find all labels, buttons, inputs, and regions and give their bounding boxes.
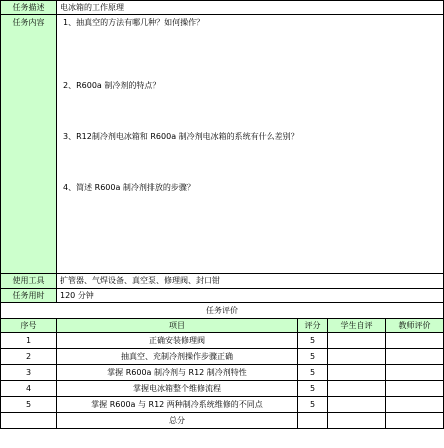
row-task-content (1, 15, 444, 274)
row-total (1, 413, 444, 429)
row-teacher-eval (386, 381, 444, 397)
tools-label: 使用工具 (1, 274, 57, 289)
table-row (1, 333, 444, 349)
row-score: 5 (298, 397, 328, 413)
row-teacher-eval (386, 333, 444, 349)
row-self-eval (328, 333, 386, 349)
question-4: 4、简述 R600a 制冷剂排放的步骤？ (63, 183, 195, 192)
row-self-eval (328, 365, 386, 381)
row-score: 5 (298, 381, 328, 397)
row-teacher-eval (386, 365, 444, 381)
row-score: 5 (298, 333, 328, 349)
tools-value: 扩管器、气焊设备、真空泵、修理阀、封口钳 (57, 274, 444, 289)
row-teacher-eval (386, 397, 444, 413)
row-evaluation-headers (1, 319, 444, 333)
row-no: 5 (1, 397, 57, 413)
total-self-eval (328, 413, 386, 429)
row-no: 3 (1, 365, 57, 381)
header-no: 序号 (1, 319, 57, 333)
total-blank (1, 413, 57, 429)
row-time (1, 289, 444, 303)
task-description-label: 任务描述 (1, 1, 57, 15)
evaluation-title: 任务评价 (1, 303, 444, 319)
row-no: 1 (1, 333, 57, 349)
header-self-eval: 学生自评 (328, 319, 386, 333)
task-content-area (57, 15, 444, 274)
table-row (1, 381, 444, 397)
row-self-eval (328, 381, 386, 397)
table-row (1, 349, 444, 365)
question-1: 1、抽真空的方法有哪几种？如何操作？ (63, 18, 205, 27)
row-score: 5 (298, 365, 328, 381)
question-2: 2、R600a 制冷剂的特点？ (63, 81, 161, 90)
row-self-eval (328, 397, 386, 413)
time-value: 120 分钟 (57, 289, 444, 303)
row-no: 2 (1, 349, 57, 365)
row-item: 抽真空、充制冷剂操作步骤正确 (57, 349, 298, 365)
row-task-description (1, 1, 444, 15)
header-score: 评分 (298, 319, 328, 333)
time-label: 任务用时 (1, 289, 57, 303)
header-item: 项目 (57, 319, 298, 333)
row-item: 掌握 R600a 与 R12 两种制冷系统维修的不同点 (57, 397, 298, 413)
row-teacher-eval (386, 349, 444, 365)
total-score (298, 413, 328, 429)
row-item: 正确安装修理阀 (57, 333, 298, 349)
table-row (1, 365, 444, 381)
header-teacher-eval: 教师评价 (386, 319, 444, 333)
row-tools (1, 274, 444, 289)
question-3: 3、R12制冷剂电冰箱和 R600a 制冷剂电冰箱的系统有什么差别？ (63, 132, 299, 141)
row-evaluation-title (1, 303, 444, 319)
total-teacher-eval (386, 413, 444, 429)
row-no: 4 (1, 381, 57, 397)
table-row (1, 397, 444, 413)
row-item: 掌握电冰箱整个维修流程 (57, 381, 298, 397)
row-self-eval (328, 349, 386, 365)
total-label: 总分 (57, 413, 298, 429)
row-score: 5 (298, 349, 328, 365)
task-description-value: 电冰箱的工作原理 (57, 1, 444, 15)
row-item: 掌握 R600a 制冷剂与 R12 制冷剂特性 (57, 365, 298, 381)
task-content-label: 任务内容 (1, 15, 57, 274)
